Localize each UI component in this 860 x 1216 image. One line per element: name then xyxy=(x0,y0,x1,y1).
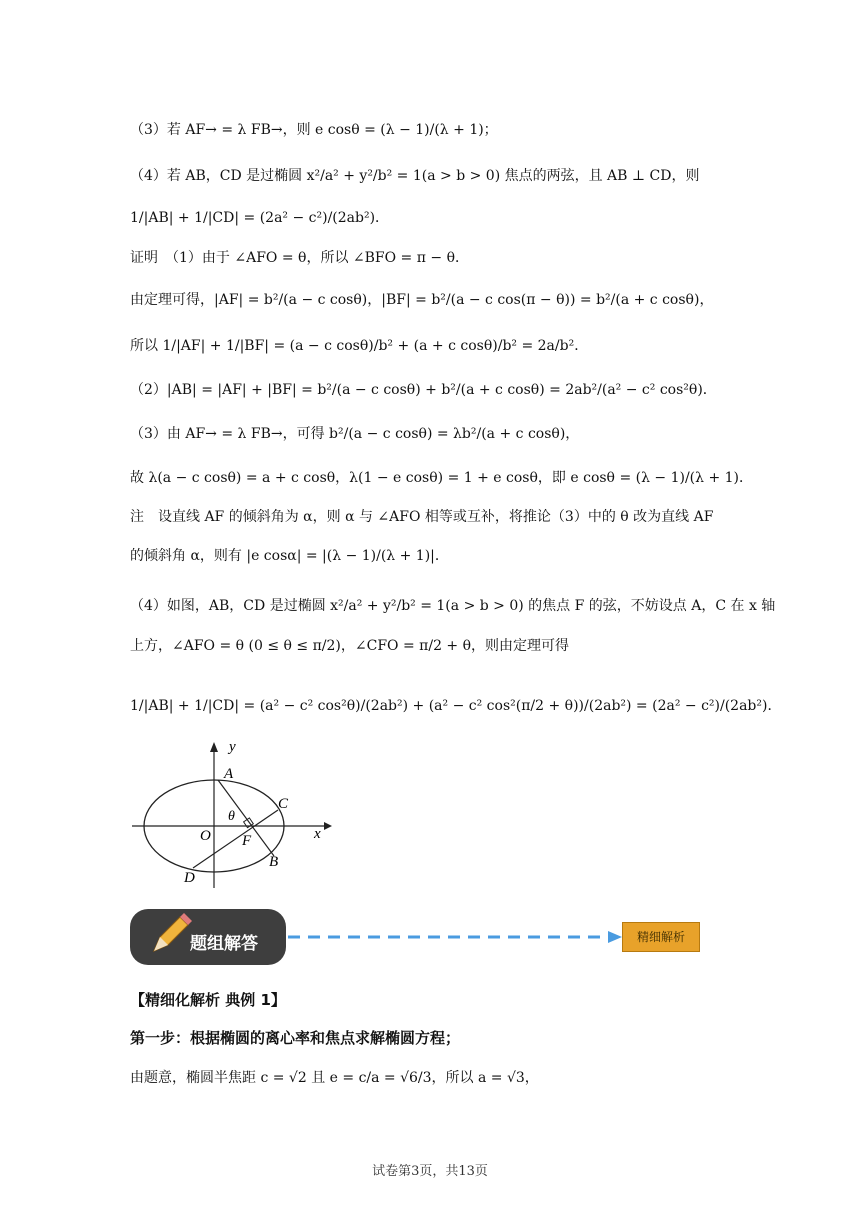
x-label: x xyxy=(314,826,321,842)
point-c-label: C xyxy=(278,796,289,812)
origin-label: O xyxy=(200,828,211,844)
proof-3: （3）由 AF→ = λ FB→，可得 b²/(a − c cosθ) = λb²/(a + c cosθ)， xyxy=(130,426,580,442)
line-4-formula: 1/|AB| + 1/|CD| = (2a² − c²)/(2ab²)． xyxy=(130,210,390,226)
line-4: （4）若 AB，CD 是过椭圆 x²/a² + y²/b² = 1(a > b > 0) 焦点的两弦，且 AB ⊥ CD，则 xyxy=(130,168,700,184)
y-label: y xyxy=(229,739,236,755)
proof-3-result: 故 λ(a − c cosθ) = a + c cosθ，λ(1 − e cosθ) = 1 + e cosθ，即 e cosθ = (λ − 1)/(λ + 1)． xyxy=(130,470,754,486)
proof-4: （4）如图，AB，CD 是过椭圆 x²/a² + y²/b² = 1(a > b > 0) 的焦点 F 的弦，不妨设点 A，C 在 x 轴 xyxy=(130,598,776,614)
step1-heading: 第一步：根据椭圆的离心率和焦点求解椭圆方程； xyxy=(130,1029,461,1047)
page-footer: 试卷第3页，共13页 xyxy=(372,1164,488,1179)
ellipse-figure xyxy=(128,738,338,890)
note-1: 注 设直线 AF 的倾斜角为 α，则 α 与 ∠AFO 相等或互补，将推论（3）中的 θ 改为直线 AF xyxy=(130,509,714,525)
detail-tag: 精细解析 xyxy=(622,922,700,952)
section-heading: 【精细化解析 典例 1】 xyxy=(130,991,286,1009)
step1-body: 由题意，椭圆半焦距 c = √2 且 e = c/a = √6/3，所以 a = √3， xyxy=(130,1070,539,1086)
point-d-label: D xyxy=(184,870,195,886)
arrow-head-icon xyxy=(608,931,622,943)
proof-2: （2）|AB| = |AF| + |BF| = b²/(a − c cosθ) + b²/(a + c cosθ) = 2ab²/(a² − c² cos²θ)． xyxy=(130,382,717,398)
proof-4-result: 1/|AB| + 1/|CD| = (a² − c² cos²θ)/(2ab²) + (a² − c² cos²(π/2 + θ))/(2ab²) = (2a² − c²)/(2ab²)． xyxy=(130,698,782,714)
proof-1-theorem: 由定理可得，|AF| = b²/(a − c cosθ)，|BF| = b²/(a − c cos(π − θ)) = b²/(a + c cosθ)， xyxy=(130,292,714,308)
point-b-label: B xyxy=(269,854,279,870)
banner-label: 题组解答 xyxy=(190,934,258,954)
y-axis-arrow-icon xyxy=(210,742,218,752)
x-axis-arrow-icon xyxy=(324,822,332,830)
proof-1-sum: 所以 1/|AF| + 1/|BF| = (a − c cosθ)/b² + (a + c cosθ)/b² = 2a/b²． xyxy=(130,338,589,354)
line-3: （3）若 AF→ = λ FB→，则 e cosθ = (λ − 1)/(λ + 1)； xyxy=(130,122,498,138)
note-2: 的倾斜角 α，则有 |e cosα| = |(λ − 1)/(λ + 1)|． xyxy=(130,548,449,564)
point-f-label: F xyxy=(242,833,252,849)
proof-1: 证明 （1）由于 ∠AFO = θ，所以 ∠BFO = π − θ． xyxy=(130,250,470,266)
proof-4-angles: 上方，∠AFO = θ (0 ≤ θ ≤ π/2)，∠CFO = π/2 + θ，则由定理可得 xyxy=(130,638,570,654)
point-a-label: A xyxy=(224,766,234,782)
theta-label: θ xyxy=(228,809,235,824)
